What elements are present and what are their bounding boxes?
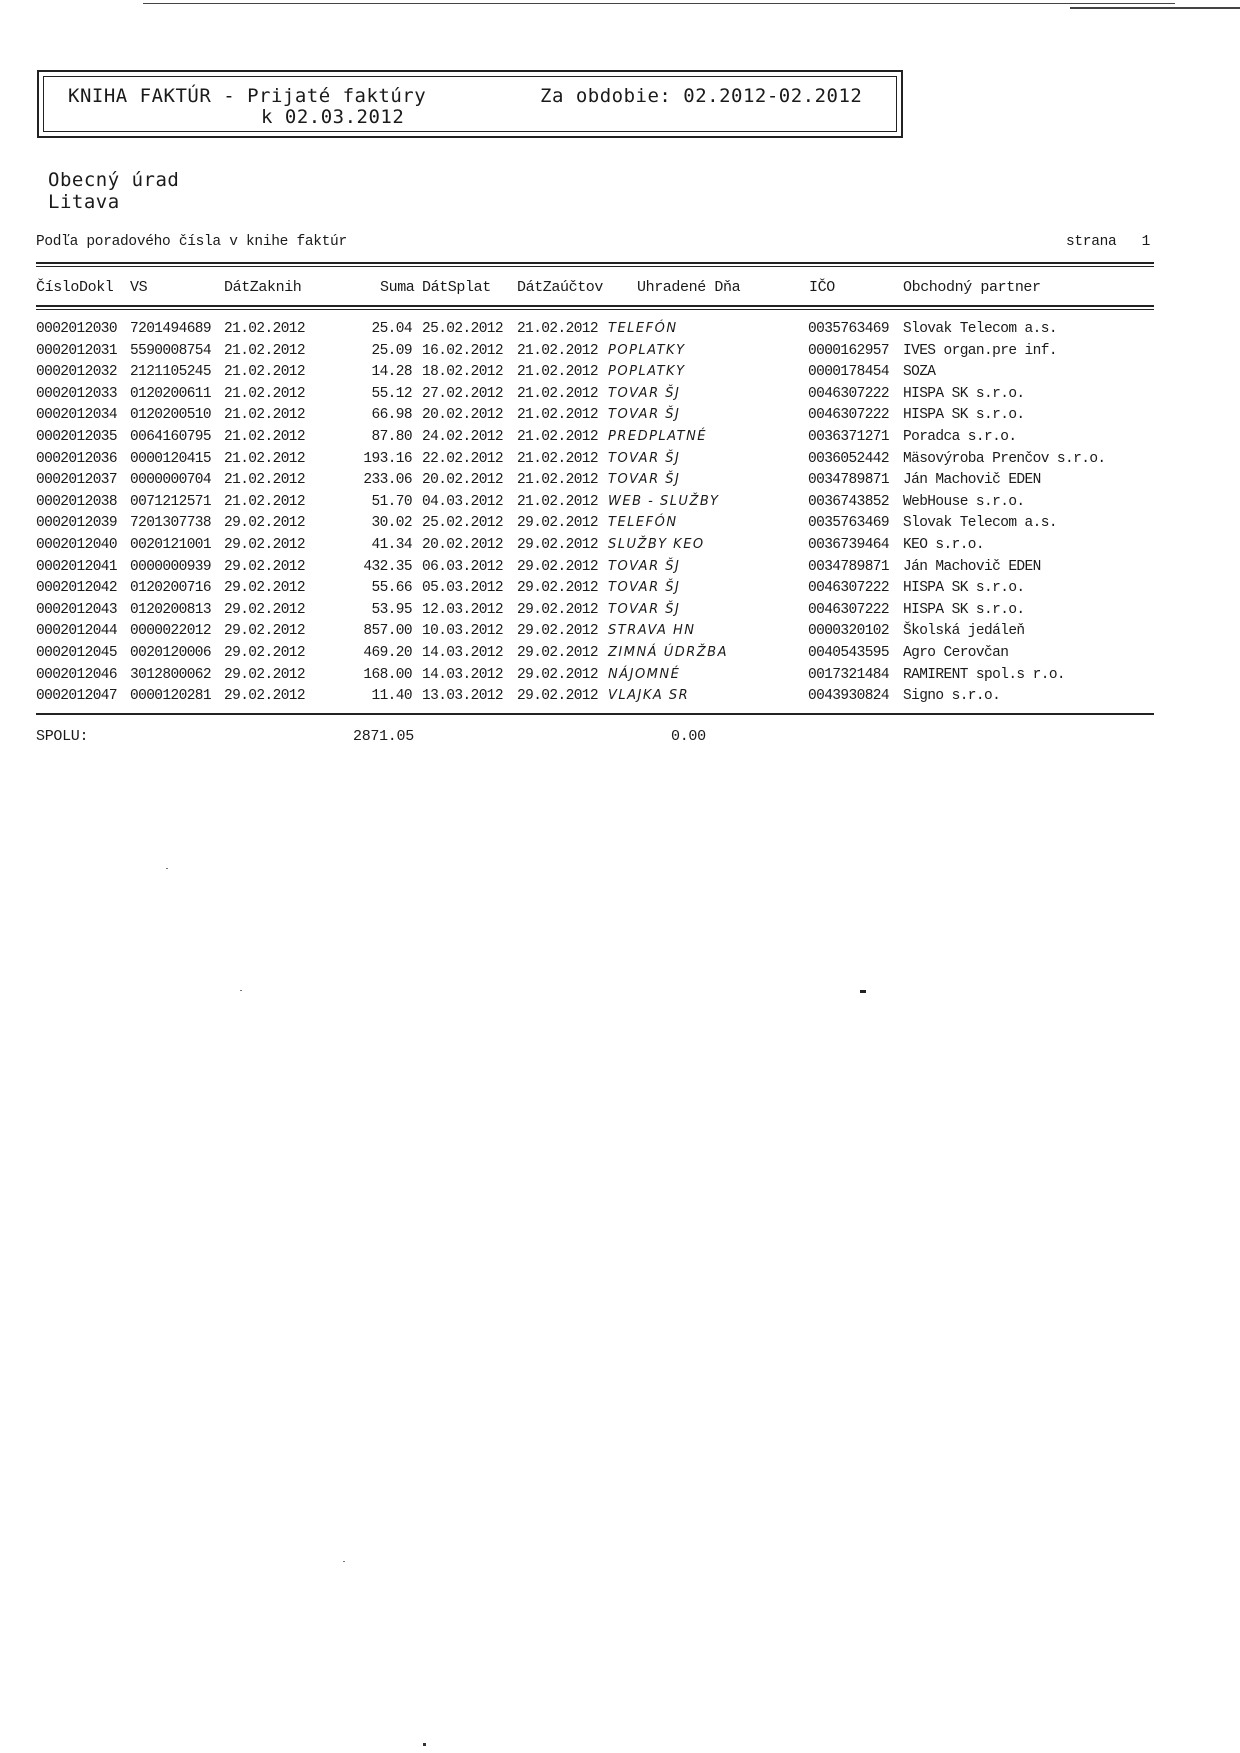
report-period: Za obdobie: 02.2012-02.2012: [540, 85, 863, 107]
booking-date: 21.02.2012: [224, 428, 306, 445]
doc-number: 0002012030: [36, 321, 118, 337]
variable-symbol: 0000000939: [130, 558, 212, 575]
table-row: [36, 407, 1156, 429]
business-partner: Agro Cerovčan: [903, 644, 1009, 661]
organization-place: Litava: [48, 191, 120, 213]
doc-number: 0002012043: [36, 601, 118, 618]
variable-symbol: 0000120281: [130, 688, 212, 705]
invoice-table-body: [36, 321, 1156, 710]
booking-date: 21.02.2012: [224, 385, 306, 402]
table-row: [36, 494, 1156, 516]
company-id: 0034789871: [808, 558, 890, 575]
table-row: [36, 386, 1156, 408]
variable-symbol: 0000022012: [130, 623, 212, 640]
company-id: 0034789871: [808, 472, 890, 489]
company-id: 0000178454: [808, 364, 890, 381]
posting-date: 21.02.2012: [517, 385, 599, 402]
due-date: 20.02.2012: [422, 472, 504, 489]
business-partner: SOZA: [903, 364, 936, 381]
handwritten-note: PREDPLATNÉ: [608, 428, 708, 444]
doc-number: 0002012044: [36, 623, 118, 640]
booking-date: 29.02.2012: [224, 580, 306, 597]
amount: 30.02: [371, 515, 412, 532]
booking-date: 21.02.2012: [224, 493, 306, 510]
header-bottom-rule: [36, 309, 1154, 310]
amount: 857.00: [363, 623, 412, 640]
variable-symbol: 2121105245: [130, 364, 212, 381]
company-id: 0000162957: [808, 342, 890, 359]
business-partner: HISPA SK s.r.o.: [903, 580, 1025, 597]
table-row: [36, 667, 1156, 689]
due-date: 14.03.2012: [422, 666, 504, 683]
table-row: [36, 602, 1156, 624]
due-date: 24.02.2012: [422, 428, 504, 445]
booking-date: 29.02.2012: [224, 644, 306, 661]
amount: 233.06: [363, 472, 412, 489]
business-partner: IVES organ.pre inf.: [903, 342, 1057, 359]
posting-date: 29.02.2012: [517, 644, 599, 661]
company-id: 0043930824: [808, 688, 890, 705]
doc-number: 0002012047: [36, 688, 118, 705]
posting-date: 29.02.2012: [517, 688, 599, 705]
doc-number: 0002012035: [36, 428, 118, 445]
doc-number: 0002012040: [36, 536, 118, 553]
variable-symbol: 0120200716: [130, 580, 212, 597]
booking-date: 29.02.2012: [224, 666, 306, 683]
variable-symbol: 7201307738: [130, 515, 212, 532]
business-partner: HISPA SK s.r.o.: [903, 385, 1025, 402]
scan-speck: [423, 1743, 426, 1746]
table-row: [36, 688, 1156, 710]
handwritten-note: TOVAR ŠJ: [608, 601, 681, 617]
scan-speck: [860, 990, 866, 993]
variable-symbol: 0120200510: [130, 407, 212, 424]
handwritten-note: TELEFÓN: [608, 515, 678, 531]
handwritten-note: NÁJOMNÉ: [608, 666, 681, 682]
posting-date: 21.02.2012: [517, 493, 599, 510]
variable-symbol: 3012800062: [130, 666, 212, 683]
company-id: 0046307222: [808, 385, 890, 402]
booking-date: 29.02.2012: [224, 536, 306, 553]
variable-symbol: 0071212571: [130, 493, 212, 510]
column-header: DátSplat: [422, 279, 491, 296]
handwritten-note: SLUŽBY KEO: [608, 536, 705, 552]
amount: 55.12: [371, 385, 412, 402]
handwritten-note: VLAJKA SR: [608, 688, 690, 704]
due-date: 13.03.2012: [422, 688, 504, 705]
scan-speck: [343, 1561, 345, 1562]
booking-date: 21.02.2012: [224, 364, 306, 381]
table-row: [36, 343, 1156, 365]
posting-date: 29.02.2012: [517, 515, 599, 532]
totals-label: SPOLU:: [36, 728, 89, 745]
variable-symbol: 0000120415: [130, 450, 212, 467]
amount: 25.09: [371, 342, 412, 359]
company-id: 0000320102: [808, 623, 890, 640]
business-partner: Mäsovýroba Prenčov s.r.o.: [903, 450, 1106, 467]
header-bottom-rule: [36, 305, 1154, 307]
table-row: [36, 623, 1156, 645]
table-top-rule: [36, 266, 1154, 267]
business-partner: Slovak Telecom a.s.: [903, 515, 1057, 532]
totals-rule: [36, 713, 1154, 715]
column-header: Uhradené Dňa: [637, 279, 741, 296]
scan-speck: [240, 990, 242, 991]
handwritten-note: TELEFÓN: [608, 321, 678, 336]
report-header-box: [37, 70, 903, 138]
table-row: [36, 537, 1156, 559]
due-date: 20.02.2012: [422, 407, 504, 424]
doc-number: 0002012046: [36, 666, 118, 683]
amount: 469.20: [363, 644, 412, 661]
handwritten-note: STRAVA HN: [608, 623, 696, 639]
posting-date: 29.02.2012: [517, 601, 599, 618]
company-id: 0017321484: [808, 666, 890, 683]
booking-date: 21.02.2012: [224, 450, 306, 467]
amount: 51.70: [371, 493, 412, 510]
report-title: KNIHA FAKTÚR - Prijaté faktúry: [68, 85, 427, 107]
company-id: 0036052442: [808, 450, 890, 467]
company-id: 0035763469: [808, 515, 890, 532]
business-partner: Slovak Telecom a.s.: [903, 321, 1057, 337]
table-row: [36, 472, 1156, 494]
amount: 14.28: [371, 364, 412, 381]
posting-date: 21.02.2012: [517, 407, 599, 424]
due-date: 12.03.2012: [422, 601, 504, 618]
variable-symbol: 0120200611: [130, 385, 212, 402]
variable-symbol: 0020120006: [130, 644, 212, 661]
business-partner: Signo s.r.o.: [903, 688, 1001, 705]
totals-amount: 2871.05: [353, 728, 414, 745]
due-date: 20.02.2012: [422, 536, 504, 553]
business-partner: HISPA SK s.r.o.: [903, 601, 1025, 618]
posting-date: 21.02.2012: [517, 364, 599, 381]
due-date: 22.02.2012: [422, 450, 504, 467]
business-partner: RAMIRENT spol.s r.o.: [903, 666, 1066, 683]
business-partner: KEO s.r.o.: [903, 536, 985, 553]
business-partner: HISPA SK s.r.o.: [903, 407, 1025, 424]
column-header: IČO: [809, 279, 835, 296]
doc-number: 0002012036: [36, 450, 118, 467]
posting-date: 29.02.2012: [517, 558, 599, 575]
variable-symbol: 0064160795: [130, 428, 212, 445]
table-row: [36, 515, 1156, 537]
variable-symbol: 0020121001: [130, 536, 212, 553]
table-row: [36, 645, 1156, 667]
page-label: strana: [1066, 234, 1117, 250]
amount: 55.66: [371, 580, 412, 597]
amount: 41.34: [371, 536, 412, 553]
booking-date: 21.02.2012: [224, 342, 306, 359]
posting-date: 29.02.2012: [517, 623, 599, 640]
scan-edge-line: [143, 3, 1175, 4]
company-id: 0040543595: [808, 644, 890, 661]
table-row: [36, 429, 1156, 451]
booking-date: 29.02.2012: [224, 515, 306, 532]
posting-date: 29.02.2012: [517, 536, 599, 553]
due-date: 25.02.2012: [422, 515, 504, 532]
company-id: 0046307222: [808, 407, 890, 424]
table-row: [36, 559, 1156, 581]
posting-date: 21.02.2012: [517, 472, 599, 489]
posting-date: 21.02.2012: [517, 450, 599, 467]
due-date: 25.02.2012: [422, 321, 504, 337]
doc-number: 0002012033: [36, 385, 118, 402]
amount: 25.04: [371, 321, 412, 337]
posting-date: 29.02.2012: [517, 580, 599, 597]
amount: 193.16: [363, 450, 412, 467]
doc-number: 0002012045: [36, 644, 118, 661]
column-header: DátZaúčtov: [517, 279, 604, 296]
handwritten-note: POPLATKY: [608, 364, 686, 380]
handwritten-note: TOVAR ŠJ: [608, 558, 681, 574]
amount: 87.80: [371, 428, 412, 445]
posting-date: 29.02.2012: [517, 666, 599, 683]
posting-date: 21.02.2012: [517, 428, 599, 445]
column-header: DátZaknih: [224, 279, 302, 296]
doc-number: 0002012038: [36, 493, 118, 510]
page-number: 1: [1141, 234, 1151, 250]
column-header: Obchodný partner: [903, 279, 1041, 296]
handwritten-note: TOVAR ŠJ: [608, 580, 681, 596]
business-partner: Ján Machovič EDEN: [903, 558, 1041, 575]
amount: 11.40: [371, 688, 412, 705]
doc-number: 0002012042: [36, 580, 118, 597]
doc-number: 0002012034: [36, 407, 118, 424]
business-partner: Ján Machovič EDEN: [903, 472, 1041, 489]
due-date: 06.03.2012: [422, 558, 504, 575]
booking-date: 21.02.2012: [224, 321, 306, 337]
handwritten-note: TOVAR ŠJ: [608, 450, 681, 466]
booking-date: 29.02.2012: [224, 558, 306, 575]
handwritten-note: TOVAR ŠJ: [608, 472, 681, 488]
column-header: VS: [130, 279, 148, 296]
due-date: 10.03.2012: [422, 623, 504, 640]
variable-symbol: 7201494689: [130, 321, 212, 337]
amount: 432.35: [363, 558, 412, 575]
variable-symbol: 0000000704: [130, 472, 212, 489]
due-date: 04.03.2012: [422, 493, 504, 510]
handwritten-note: TOVAR ŠJ: [608, 407, 681, 423]
doc-number: 0002012031: [36, 342, 118, 359]
handwritten-note: POPLATKY: [608, 342, 686, 358]
column-header: Suma: [380, 279, 415, 296]
sort-description: Podľa poradového čísla v knihe faktúr: [36, 234, 347, 250]
doc-number: 0002012041: [36, 558, 118, 575]
company-id: 0036739464: [808, 536, 890, 553]
business-partner: WebHouse s.r.o.: [903, 493, 1025, 510]
organization-name: Obecný úrad: [48, 169, 180, 191]
handwritten-note: WEB - SLUŽBY: [608, 493, 720, 509]
due-date: 14.03.2012: [422, 644, 504, 661]
handwritten-note: ZIMNÁ ÚDRŽBA: [608, 644, 728, 660]
posting-date: 21.02.2012: [517, 321, 599, 337]
totals-paid: 0.00: [671, 728, 706, 745]
scan-speck: [166, 868, 168, 869]
company-id: 0035763469: [808, 321, 890, 337]
company-id: 0046307222: [808, 601, 890, 618]
company-id: 0046307222: [808, 580, 890, 597]
variable-symbol: 5590008754: [130, 342, 212, 359]
table-row: [36, 321, 1156, 343]
booking-date: 29.02.2012: [224, 623, 306, 640]
page-indicator: [1066, 234, 1150, 250]
handwritten-note: TOVAR ŠJ: [608, 385, 681, 401]
due-date: 27.02.2012: [422, 385, 504, 402]
company-id: 0036371271: [808, 428, 890, 445]
posting-date: 21.02.2012: [517, 342, 599, 359]
table-top-rule: [36, 262, 1154, 264]
booking-date: 21.02.2012: [224, 407, 306, 424]
doc-number: 0002012037: [36, 472, 118, 489]
column-header: ČísloDokl: [36, 279, 114, 296]
booking-date: 21.02.2012: [224, 472, 306, 489]
amount: 66.98: [371, 407, 412, 424]
variable-symbol: 0120200813: [130, 601, 212, 618]
amount: 168.00: [363, 666, 412, 683]
business-partner: Poradca s.r.o.: [903, 428, 1017, 445]
due-date: 18.02.2012: [422, 364, 504, 381]
doc-number: 0002012039: [36, 515, 118, 532]
due-date: 16.02.2012: [422, 342, 504, 359]
table-row: [36, 580, 1156, 602]
business-partner: Školská jedáleň: [903, 623, 1025, 640]
scan-edge-line: [1070, 7, 1240, 9]
table-row: [36, 451, 1156, 473]
company-id: 0036743852: [808, 493, 890, 510]
report-date: k 02.03.2012: [261, 106, 405, 128]
due-date: 05.03.2012: [422, 580, 504, 597]
table-row: [36, 364, 1156, 386]
amount: 53.95: [371, 601, 412, 618]
doc-number: 0002012032: [36, 364, 118, 381]
booking-date: 29.02.2012: [224, 601, 306, 618]
booking-date: 29.02.2012: [224, 688, 306, 705]
